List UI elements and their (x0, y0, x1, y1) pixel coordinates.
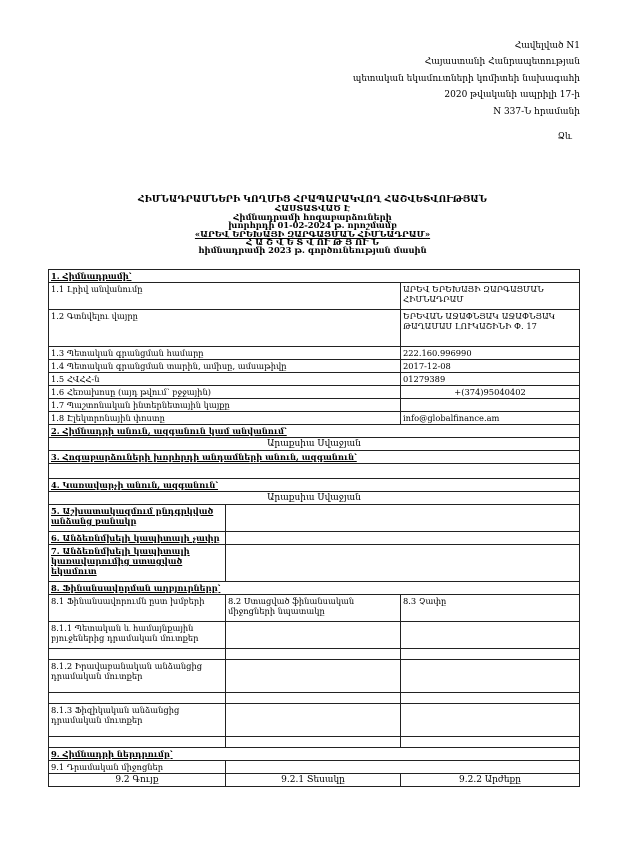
field-value-registration-number: 222.160.996990 (401, 347, 580, 360)
empty-cell (226, 649, 401, 660)
approval-line: Հավելված N1 (514, 41, 580, 51)
board-line: Հիմնադրամի հոգաբարձուների (233, 211, 392, 222)
field-label: 1.5 ՀՎՀՀ-ն (49, 373, 401, 386)
section4-heading: 4. Կառավարչի անուն, ազգանուն՝ (49, 479, 580, 492)
approval-block (353, 38, 580, 120)
field-label: 1.2 Գտնվելու վայրը (49, 310, 401, 347)
endowment-size-value (226, 532, 580, 545)
column-header: 8.1 Ֆինանսավորումն ըստ խմբերի (49, 595, 226, 622)
section8-heading: 8. Ֆինանսավորման աղբյուրները՝ (49, 582, 580, 595)
section5-heading: 5. Աշխատակազմում ընդգրկված անձանց քանակը (49, 505, 226, 532)
column-header: 9.2 Գույք (49, 774, 226, 787)
cash-value (226, 761, 580, 774)
approval-line: 2020 թվականի ապրիլի 17-ի (444, 90, 580, 101)
funding-purpose-cell (226, 704, 401, 737)
field-label: 1.6 Հեռախոսը (այդ թվում՝ բջջային) (49, 386, 401, 399)
funding-group-label: 8.1.2 Իրավաբանական անձանցից դրամական մուտքեր (49, 660, 226, 693)
title-block (0, 196, 625, 255)
funding-purpose-cell (226, 622, 401, 649)
field-value-registration-date: 2017-12-08 (401, 360, 580, 373)
section6-heading: 6. Անձեռնմխելի կապիտալի չափը (49, 532, 226, 545)
empty-cell (226, 737, 401, 748)
empty-cell (401, 737, 580, 748)
funding-purpose-cell (226, 660, 401, 693)
section9-heading: 9. Հիմնադրի ներդրումը՝ (49, 748, 580, 761)
document-title: ՀԻՄՆԱԴՐԱՄՆԵՐԻ ԿՈՂՄԻՑ ՀՐԱՊԱՐԱԿՎՈՂ ՀԱՇՎԵՏՎՈՒԹՅԱՆ (137, 195, 487, 205)
section1-heading: 1. Հիմնադրամի՝ (49, 270, 580, 283)
column-header: 9.2.2 Արժեքը (401, 774, 580, 787)
field-label: 1.1 Լրիվ անվանումը (49, 283, 401, 310)
approval-line: պետական եկամուտների կոմիտեի նախագահի (352, 73, 580, 84)
report-period: հիմնադրամի 2023 թ. գործունեության մասին (198, 245, 427, 256)
field-value-tin: 01279389 (401, 373, 580, 386)
field-value-full-name: ԱՐԵՎ ԵՐԵԽԱՅԻ ԶԱՐԳԱՑՄԱՆ ՀԻՄՆԱԴՐԱՄ (401, 283, 580, 310)
manager-name: Արաքսիա Սվաջյան (49, 492, 580, 505)
field-label: 1.8 Էլեկտրոնային փոստը (49, 412, 401, 425)
funding-amount-cell (401, 660, 580, 693)
field-value-phone: +(374)95040402 (401, 386, 580, 399)
column-header: 8.2 Ստացված ֆինանսական միջոցների նպատակը (226, 595, 401, 622)
empty-cell (401, 693, 580, 704)
empty-cell (49, 649, 226, 660)
field-label: 1.3 Պետական գրանցման համարը (49, 347, 401, 360)
field-label: 1.7 Պաշտոնական ինտերնետային կայքը (49, 399, 401, 412)
empty-cell (226, 693, 401, 704)
empty-cell (49, 693, 226, 704)
funding-group-label: 8.1.3 Ֆիզիկական անձանցից դրամական մուտքեր (49, 704, 226, 737)
funding-amount-cell (401, 622, 580, 649)
endowment-income-value (226, 545, 580, 582)
board-members-value (49, 464, 580, 479)
funding-amount-cell (401, 704, 580, 737)
column-header: 8.3 Չափը (401, 595, 580, 622)
organization-name: «ԱՐԵՎ ԵՐԵԽԱՅԻ ԶԱՐԳԱՑՄԱՆ ՀԻՄՆԱԴՐԱՄ» (194, 228, 431, 239)
section3-heading: 3. Հոգաբարձուների խորհրդի անդամների անուն, ազգանուն՝ (49, 451, 580, 464)
decision-line: խորհրդի 01-02-2024 թ. որոշմամբ (228, 220, 397, 231)
empty-cell (401, 649, 580, 660)
cash-label: 9.1 Դրամական միջոցներ (49, 761, 226, 774)
approval-line: Հայաստանի Հանրապետության (424, 57, 580, 68)
column-header: 9.2.1 Տեսակը (226, 774, 401, 787)
section2-heading: 2. Հիմնադրի անուն, ազգանուն կամ անվանում՝ (49, 425, 580, 438)
report-form-table (48, 269, 580, 787)
field-value-email: info@globalfinance.am (401, 412, 580, 425)
empty-cell (49, 737, 226, 748)
report-heading: Հ Ա Շ Վ Ե Տ Վ ՈՒ Թ Յ ՈՒ Ն (246, 237, 379, 248)
form-code: Ձև (557, 132, 572, 142)
staff-count-value (226, 505, 580, 532)
approved-label: ՀԱՍՏԱՏՎԱԾ Է (275, 203, 350, 214)
field-value-location: ԵՐԵՎԱՆ ԱՋԱՓՆՅԱԿ ԱՋԱՓՆՅԱԿ ԹԱՂԱՄԱՍ ԼՈՒԿԱՇԻՆԻ Փ. 17 (401, 310, 580, 347)
field-value-website (401, 399, 580, 412)
funding-group-label: 8.1.1 Պետական և համայնքային բյուջեներից դրամական մուտքեր (49, 622, 226, 649)
founder-name: Արաքսիա Սվաջյան (49, 438, 580, 451)
field-label: 1.4 Պետական գրանցման տարին, ամիսը, ամսաթիվը (49, 360, 401, 373)
approval-line: N 337-Ն հրամանի (493, 106, 580, 117)
section7-heading: 7. Անձեռնմխելի կապիտալի կառավարումից ստացված եկամուտ (49, 545, 226, 582)
